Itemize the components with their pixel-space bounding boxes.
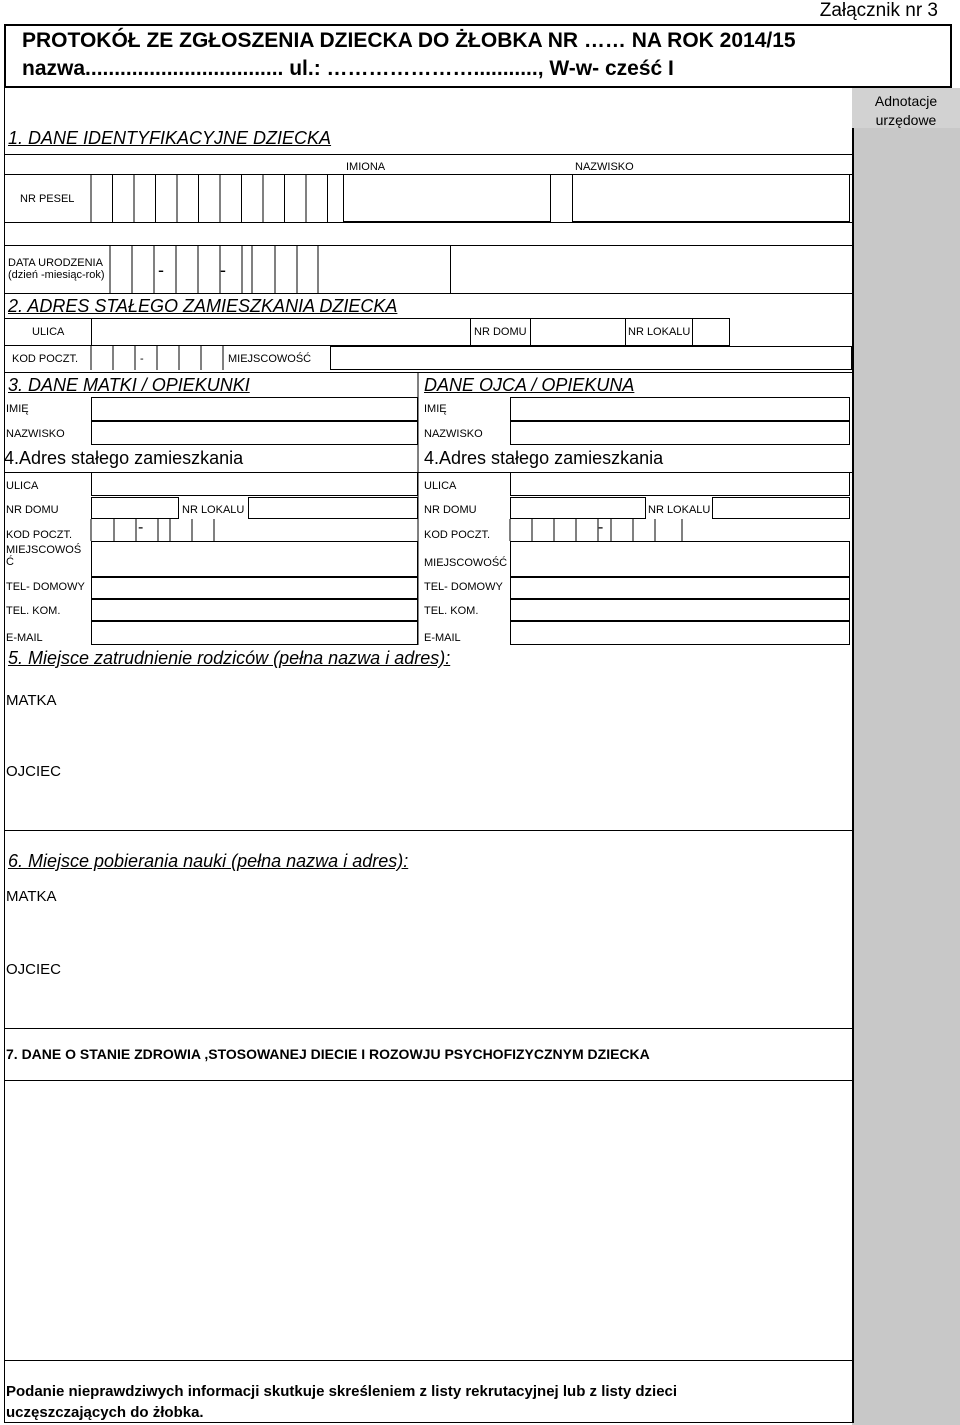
attachment-label: Załącznik nr 3 — [819, 0, 938, 21]
education-father-field[interactable] — [4, 958, 852, 1026]
birth-date-format: (dzień -miesiąc-rok) — [8, 269, 105, 281]
mother-surname-field[interactable] — [91, 421, 418, 445]
form-title: PROTOKÓŁ ZE ZGŁOSZENIA DZIECKA DO ŻŁOBKA NR …… NA ROK 2014/15 — [22, 29, 796, 52]
father-house-label: NR DOMU — [424, 504, 477, 516]
father-section-title: DANE OJCA / OPIEKUNA — [424, 375, 635, 395]
father-street-label: ULICA — [424, 480, 457, 492]
mother-flat-label: NR LOKALU — [182, 504, 245, 516]
section5-title: 5. Miejsce zatrudnienie rodziców (pełna nazwa i adres): — [8, 648, 451, 668]
section1-title: 1. DANE IDENTYFIKACYJNE DZIECKA — [8, 128, 332, 148]
flat-no-field[interactable] — [692, 318, 730, 346]
father-surname-label: NAZWISKO — [424, 428, 483, 440]
first-names-label: IMIONA — [346, 161, 386, 173]
father-email-label: E-MAIL — [424, 632, 461, 644]
father-flat-label: NR LOKALU — [648, 504, 711, 516]
mother-postal-dash: - — [138, 519, 144, 536]
mother-street-label: ULICA — [6, 480, 39, 492]
father-address-title: 4.Adres stałego zamieszkania — [424, 448, 664, 468]
father-city-field[interactable] — [510, 541, 850, 577]
mother-section-title: 3. DANE MATKI / OPIEKUNKI — [8, 375, 250, 395]
father-flat-field[interactable] — [712, 497, 850, 519]
father-surname-field[interactable] — [510, 421, 850, 445]
pesel-row-bottom — [4, 222, 852, 223]
father-house-field[interactable] — [510, 497, 646, 519]
employment-mother-label: MATKA — [6, 692, 57, 709]
pesel-digit-cells[interactable] — [91, 174, 341, 222]
section2-title: 2. ADRES STAŁEGO ZAMIESZKANIA DZIECKA — [8, 296, 398, 316]
surname-field[interactable] — [572, 174, 850, 222]
city-field[interactable] — [330, 346, 852, 370]
annotations-label: Adnotacje urzędowe — [874, 93, 938, 128]
section7-title: 7. DANE O STANIE ZDROWIA ,STOSOWANEJ DIECIE I ROZOWJU PSYCHOFIZYCZNYM DZIECKA — [6, 1046, 650, 1062]
mother-city-field[interactable] — [91, 541, 418, 577]
section7-header-bottom — [4, 1080, 852, 1081]
surname-label: NAZWISKO — [575, 161, 634, 173]
birth-date-cells[interactable] — [110, 245, 318, 293]
father-email-field[interactable] — [510, 621, 850, 645]
health-info-field[interactable] — [4, 1082, 852, 1360]
birth-dash-2: - — [220, 260, 226, 280]
mother-postal-label: KOD POCZT. — [6, 529, 73, 541]
mother-home-phone-field[interactable] — [91, 577, 418, 599]
father-name-field[interactable] — [510, 397, 850, 421]
employment-mother-field[interactable] — [4, 672, 852, 738]
city-label: MIEJSCOWOŚĆ — [228, 353, 312, 365]
education-mother-label: MATKA — [6, 888, 57, 905]
annotations-column — [852, 88, 960, 1425]
father-postal-label: KOD POCZT. — [424, 529, 491, 541]
mother-address-title: 4.Adres stałego zamieszkania — [4, 448, 244, 468]
father-name-label: IMIĘ — [424, 403, 447, 415]
section3-top — [4, 372, 852, 373]
section7-bottom — [4, 1360, 852, 1361]
mother-street-field[interactable] — [91, 472, 418, 496]
first-names-field[interactable] — [343, 174, 551, 222]
mother-email-label: E-MAIL — [6, 632, 43, 644]
house-no-field[interactable] — [530, 318, 626, 346]
mother-postal-cells[interactable] — [91, 519, 215, 541]
form-bottom-edge — [4, 1422, 852, 1423]
mother-email-field[interactable] — [91, 621, 418, 645]
father-mobile-label: TEL. KOM. — [424, 605, 479, 617]
flat-no-label: NR LOKALU — [628, 326, 691, 338]
annotations-divider — [852, 128, 854, 1423]
mother-city-label-2: Ć — [6, 556, 14, 568]
mother-mobile-field[interactable] — [91, 599, 418, 621]
father-postal-dash: - — [598, 519, 604, 536]
section5-bottom — [4, 830, 852, 831]
postal-code-label: KOD POCZT. — [12, 353, 79, 365]
birth-dash-1: - — [158, 260, 164, 280]
father-mobile-field[interactable] — [510, 599, 850, 621]
mother-flat-field[interactable] — [248, 497, 418, 519]
house-no-label: NR DOMU — [474, 326, 527, 338]
postal-code-cells[interactable] — [91, 346, 223, 370]
education-mother-field[interactable] — [4, 876, 852, 958]
mother-house-label: NR DOMU — [6, 504, 59, 516]
postal-dash: - — [140, 353, 144, 365]
mother-surname-label: NAZWISKO — [6, 428, 65, 440]
father-street-field[interactable] — [510, 472, 850, 496]
mother-city-label-1: MIEJSCOWOŚ — [6, 544, 82, 556]
mother-mobile-label: TEL. KOM. — [6, 605, 61, 617]
section6-bottom — [4, 1028, 852, 1029]
section6-title: 6. Miejsce pobierania nauki (pełna nazwa i adres): — [8, 851, 409, 871]
father-city-label: MIEJSCOWOŚĆ — [424, 557, 508, 569]
pesel-label: NR PESEL — [20, 193, 75, 205]
father-home-phone-label: TEL- DOMOWY — [424, 581, 503, 593]
section1-bottom — [4, 154, 852, 155]
education-father-label: OJCIEC — [6, 961, 62, 978]
footer-warning-line2: uczęszczających do żłobka. — [6, 1404, 204, 1421]
mother-home-phone-label: TEL- DOMOWY — [6, 581, 85, 593]
form-subtitle: nazwa.................................. ul.: …………………..........., W-w- cześć I — [22, 57, 674, 80]
father-postal-cells[interactable] — [510, 519, 682, 541]
father-home-phone-field[interactable] — [510, 577, 850, 599]
street-label: ULICA — [32, 326, 65, 338]
mother-name-label: IMIĘ — [6, 403, 29, 415]
birth-date-label: DATA URODZENIA — [8, 257, 103, 269]
street-field[interactable] — [91, 318, 471, 346]
section2-top — [4, 293, 852, 294]
employment-father-label: OJCIEC — [6, 763, 62, 780]
footer-warning-line1: Podanie nieprawdziwych informacji skutkuje skreśleniem z listy rekrutacyjnej lub z listy dzieci — [6, 1383, 678, 1400]
mother-house-field[interactable] — [91, 497, 179, 519]
employment-father-field[interactable] — [4, 740, 852, 828]
mother-name-field[interactable] — [91, 397, 418, 421]
birth-right-divider — [450, 245, 451, 293]
